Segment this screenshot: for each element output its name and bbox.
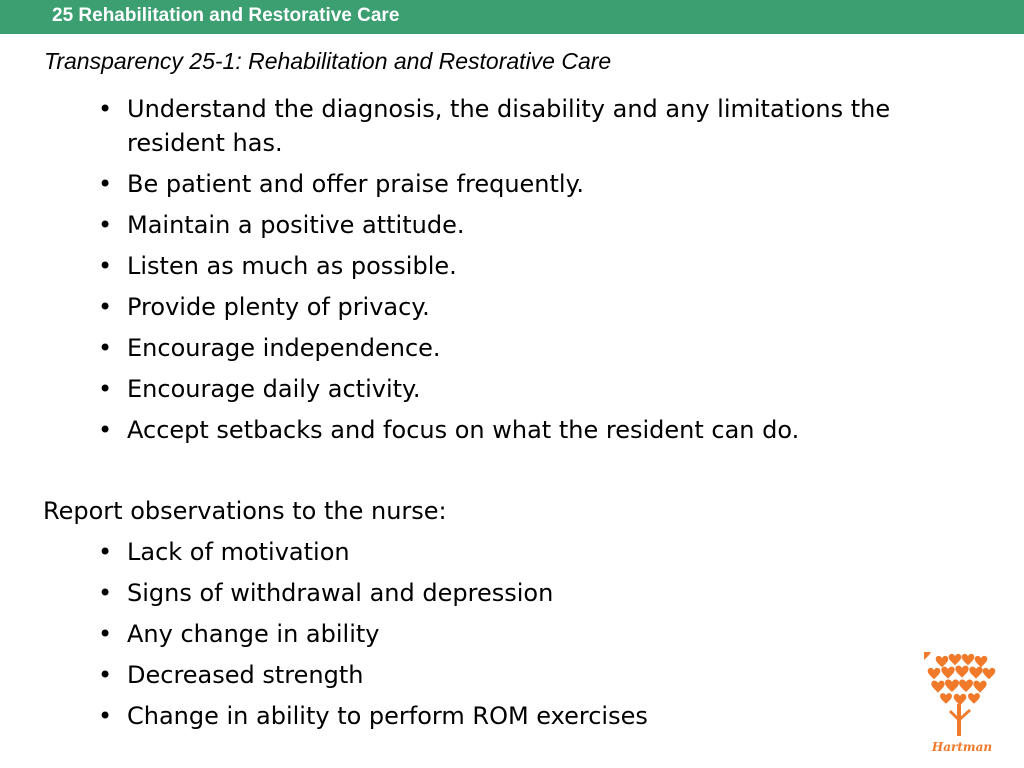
report-heading: Report observations to the nurse: xyxy=(43,497,447,525)
logo-text: Hartman xyxy=(931,740,993,754)
list-item: • Encourage daily activity. xyxy=(96,372,986,406)
observations-list xyxy=(96,535,986,740)
list-item: • Signs of withdrawal and depression xyxy=(96,576,986,610)
list-item: • Encourage independence. xyxy=(96,331,986,365)
list-item: • Maintain a positive attitude. xyxy=(96,208,986,242)
list-item: • Change in ability to perform ROM exercises xyxy=(96,699,986,733)
heart-tree-icon xyxy=(924,652,995,736)
care-tips-list xyxy=(96,92,986,454)
slide-subtitle: Transparency 25-1: Rehabilitation and Restorative Care xyxy=(44,48,612,74)
list-item: • Lack of motivation xyxy=(96,535,986,569)
header-bar xyxy=(0,0,1024,34)
list-item: • Any change in ability xyxy=(96,617,986,651)
list-item: • Be patient and offer praise frequently. xyxy=(96,167,986,201)
list-item: • Decreased strength xyxy=(96,658,986,692)
list-item: • Provide plenty of privacy. xyxy=(96,290,986,324)
list-item: • Accept setbacks and focus on what the resident can do. xyxy=(96,413,986,447)
hartman-logo xyxy=(924,652,1004,756)
list-item: • Listen as much as possible. xyxy=(96,249,986,283)
list-item: • Understand the diagnosis, the disability and any limitations the resident has. xyxy=(96,92,986,160)
chapter-title: 25 Rehabilitation and Restorative Care xyxy=(52,5,400,26)
